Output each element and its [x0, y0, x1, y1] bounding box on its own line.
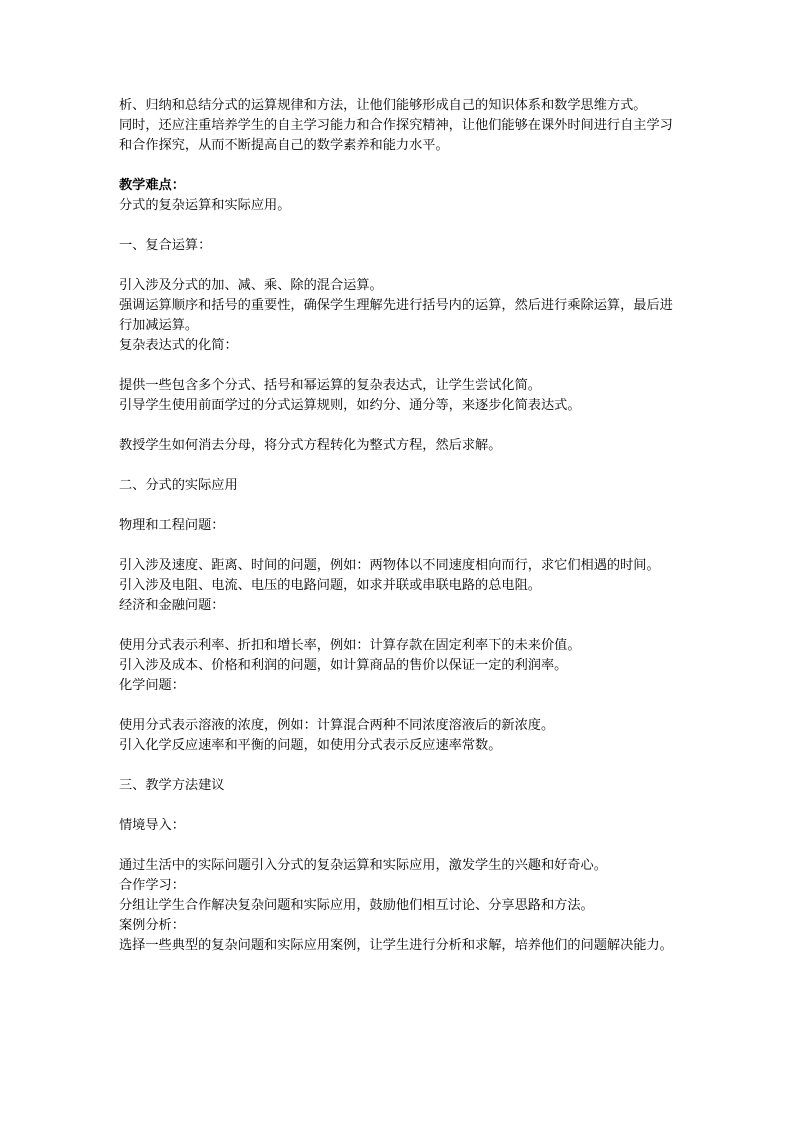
spacer [119, 836, 681, 856]
paragraph: 教授学生如何消去分母，将分式方程转化为整式方程，然后求解。 [119, 438, 502, 453]
spacer [119, 456, 681, 476]
spacer [119, 696, 681, 716]
spacer [119, 756, 681, 776]
document-body [119, 96, 681, 956]
paragraph: 引入涉及速度、距离、时间的问题，例如：两物体以不同速度相向而行，求它们相遇的时间。 [119, 558, 660, 573]
spacer [119, 156, 681, 176]
paragraph: 选择一些典型的复杂问题和实际应用案例，让学生进行分析和求解，培养他们的问题解决能力。 [119, 938, 673, 953]
subheading: 合作学习： [119, 878, 185, 893]
subheading: 情境导入： [119, 818, 185, 833]
paragraph: 引入化学反应速率和平衡的问题，如使用分式表示反应速率常数。 [119, 738, 502, 753]
spacer [119, 216, 681, 236]
difficulty-heading: 教学难点： [119, 178, 185, 193]
paragraph: 引入涉及分式的加、减、乘、除的混合运算。 [119, 278, 383, 293]
spacer [119, 356, 681, 376]
paragraph: 析、归纳和总结分式的运算规律和方法，让他们能够形成自己的知识体系和数学思维方式。 [119, 98, 647, 113]
spacer [119, 256, 681, 276]
difficulty-text: 分式的复杂运算和实际应用。 [119, 198, 291, 213]
section-title: 一、复合运算： [119, 238, 212, 253]
spacer [119, 616, 681, 636]
spacer [119, 416, 681, 436]
subheading: 化学问题： [119, 678, 185, 693]
spacer [119, 496, 681, 516]
subheading: 复杂表达式的化简： [119, 338, 238, 353]
paragraph: 强调运算顺序和括号的重要性，确保学生理解先进行括号内的运算，然后进行乘除运算，最后进行加减运算。 [119, 298, 673, 333]
subheading: 物理和工程问题： [119, 518, 225, 533]
paragraph: 使用分式表示利率、折扣和增长率，例如：计算存款在固定利率下的未来价值。 [119, 638, 581, 653]
paragraph: 引入涉及成本、价格和利润的问题，如计算商品的售价以保证一定的利润率。 [119, 658, 568, 673]
paragraph: 分组让学生合作解决复杂问题和实际应用，鼓励他们相互讨论、分享思路和方法。 [119, 898, 594, 913]
subheading: 案例分析： [119, 918, 185, 933]
paragraph: 提供一些包含多个分式、括号和幂运算的复杂表达式，让学生尝试化简。 [119, 378, 541, 393]
paragraph: 引入涉及电阻、电流、电压的电路问题，如求并联或串联电路的总电阻。 [119, 578, 541, 593]
paragraph: 通过生活中的实际问题引入分式的复杂运算和实际应用，激发学生的兴趣和好奇心。 [119, 858, 607, 873]
paragraph: 引导学生使用前面学过的分式运算规则，如约分、通分等，来逐步化简表达式。 [119, 398, 581, 413]
section-title: 三、教学方法建议 [119, 778, 225, 793]
paragraph: 同时，还应注重培养学生的自主学习能力和合作探究精神，让他们能够在课外时间进行自主学习和合作探究，从而不断提高自己的数学素养和能力水平。 [119, 118, 673, 153]
subheading: 经济和金融问题： [119, 598, 225, 613]
spacer [119, 536, 681, 556]
section-title: 二、分式的实际应用 [119, 478, 238, 493]
paragraph: 使用分式表示溶液的浓度，例如：计算混合两种不同浓度溶液后的新浓度。 [119, 718, 555, 733]
spacer [119, 796, 681, 816]
